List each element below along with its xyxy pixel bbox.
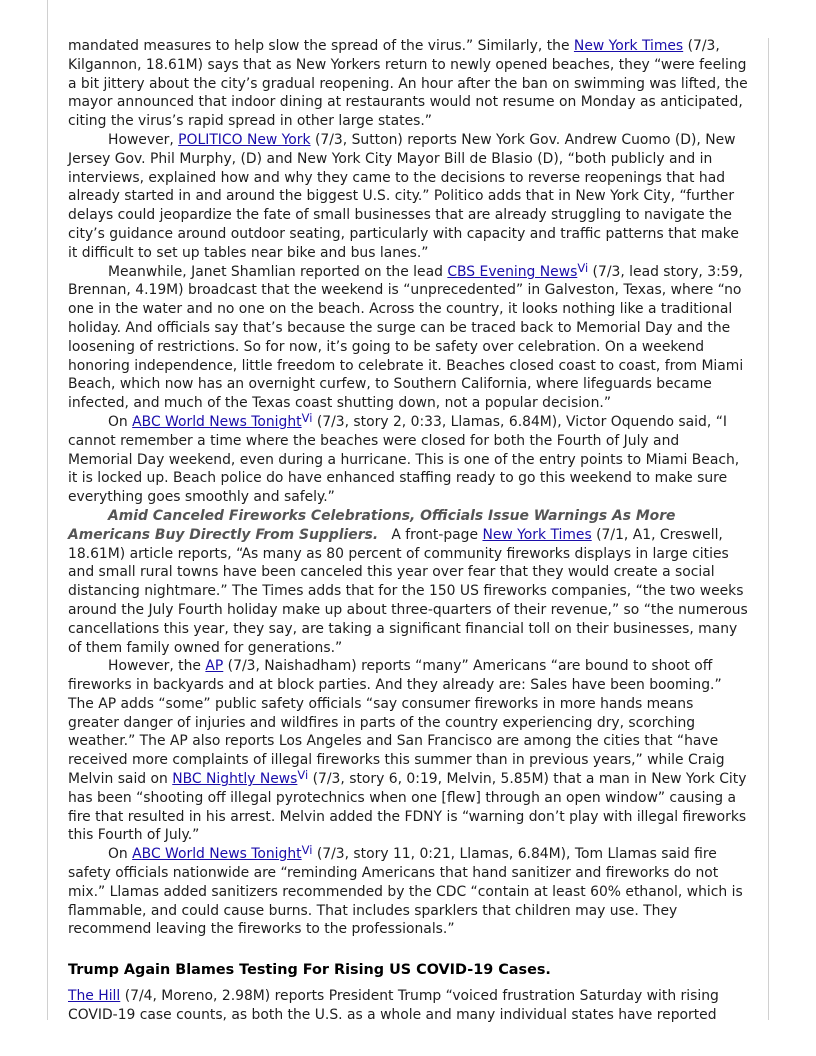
link-abc-world-news-tonight-2[interactable]: ABC World News Tonight: [132, 846, 302, 863]
page-border-right: [768, 38, 769, 1020]
link-nbc-nightly-news[interactable]: NBC Nightly News: [172, 771, 298, 788]
paragraph-politico: However, POLITICO New York (7/3, Sutton) reports New York Gov. Andrew Cuomo (D), New Jersey Gov. Phil Murphy, (D) and New York City Mayor Bill de Blasio (D), “both publicly and in interviews, explained how and why they came to the decisions to reverse reopenings that had already started in and around the biggest U.S. city.” Politico adds that in New York City, “further delays could jeopardize the fate of small businesses that are already struggling to navigate the city’s guidance around outdoor seating, particularly with capacity and traffic patterns that make it difficult to set up tables near bike and bus lanes.”: [68, 131, 739, 261]
video-icon[interactable]: Vi: [301, 843, 313, 858]
paragraph-the-hill: The Hill (7/4, Moreno, 2.98M) reports President Trump “voiced frustration Saturday with rising COVID-19 case counts, as both the U.S. as a whole and many individual states have reported: [68, 988, 719, 1024]
article-body: [68, 37, 748, 1025]
paragraph-cbs: Meanwhile, Janet Shamlian reported on the lead CBS Evening News$^{Vi}$ (7/3, lead story, 3:59, Brennan, 4.19M) broadcast that the weekend is “unprecedented” in Galveston, Texas, where “no one in the water and no one on the beach. Across the country, it looks nothing like a traditional holiday. And officials say that’s because the surge can be traced back to Memorial Day and the loosening of restrictions. So for now, it’s going to be safety over celebration. On a weekend honoring independence, little freedom to celebrate it. Beaches closed coast to coast, from Miami Beach, which now has an overnight curfew, to Southern California, where lifeguards became infected, and much of the Texas coast shutting down, not a popular decision.”: [68, 260, 744, 412]
link-new-york-times-fireworks[interactable]: New York Times: [482, 526, 592, 543]
paragraph-nyt-beaches: mandated measures to help slow the spread of the virus.” Similarly, the New York Times (7/3, Kilgannon, 18.61M) says that as New Yorkers return to newly opened beaches, they “were feeling a bit jittery about the city’s gradual reopening. An hour after the ban on swimming was lifted, the mayor announced that indoor dining at restaurants would not resume on Monday as anticipated, citing the virus’s rapid spread in other large states.”: [68, 38, 748, 130]
link-cbs-evening-news[interactable]: CBS Evening News: [447, 263, 578, 280]
link-abc-world-news-tonight[interactable]: ABC World News Tonight: [132, 413, 302, 430]
video-icon[interactable]: Vi: [301, 410, 313, 425]
link-the-hill[interactable]: The Hill: [68, 988, 121, 1005]
link-politico-new-york[interactable]: POLITICO New York: [178, 131, 311, 148]
link-ap[interactable]: AP: [205, 658, 224, 675]
link-new-york-times[interactable]: New York Times: [573, 38, 684, 54]
video-icon[interactable]: Vi: [577, 260, 589, 275]
video-icon[interactable]: Vi: [297, 768, 309, 783]
paragraph-fireworks: Amid Canceled Fireworks Celebrations, Officials Issue Warnings As More Americans Buy Directly From Suppliers. A front-page New York Times (7/1, A1, Creswell, 18.61M) article reports, “As many as 80 percent of community fireworks displays in large cities and small rural towns have been canceled this year over fear that they would create a social distancing nightmare.” The Times adds that for the 150 US fireworks companies, “the two weeks around the July Fourth holiday make up about three-quarters of their revenue,” so “the numerous cancellations this year, they say, are taking a significant financial toll on their businesses, many of them family owned for generations.”: [68, 507, 748, 656]
paragraph-abc-sanitizer: On ABC World News Tonight$^{Vi}$ (7/3, story 11, 0:21, Llamas, 6.84M), Tom Llamas said fire safety officials nationwide are “reminding Americans that hand sanitizer and fireworks do not mix.” Llamas added sanitizers recommended by the CDC “contain at least 60% ethanol, which is flammable, and could cause burns. That includes sparklers that children may use. They recommend leaving the fireworks to the professionals.”: [68, 843, 743, 938]
paragraph-ap: However, the AP (7/3, Naishadham) reports “many” Americans “are bound to shoot off fireworks in backyards and at block parties. And they already are: Sales have been booming.” The AP adds “some” public safety officials “say consumer fireworks in more hands means greater danger of injuries and wildfires in parts of the country experiencing dry, scorching weather.” The AP also reports Los Angeles and San Francisco are among the cities that “have received more complaints of illegal fireworks this summer than in previous years,” while Craig Melvin said on NBC Nightly News$^{Vi}$ (7/3, story 6, 0:19, Melvin, 5.85M) that a man in New York City has been “shooting off illegal pyrotechnics when one [flew] through an open window” causing a fire that resulted in his arrest. Melvin added the FDNY is “warning don’t play with illegal fireworks this Fourth of July.”: [68, 658, 747, 844]
section-heading: Trump Again Blames Testing For Rising US COVID-19 Cases.: [68, 962, 551, 979]
story-subhead: Amid Canceled Fireworks Celebrations, Officials Issue Warnings As More Americans Buy Directly From Suppliers.: [68, 507, 676, 543]
paragraph-abc-beaches: On ABC World News Tonight$^{Vi}$ (7/3, story 2, 0:33, Llamas, 6.84M), Victor Oquendo said, “I cannot remember a time where the beaches were closed for both the Fourth of July and Memorial Day weekend, even during a hurricane. This is one of the entry points to Miami Beach, it is locked up. Beach police do have enhanced staffing ready to go this weekend to make sure everything goes smoothly and safely.”: [68, 410, 740, 506]
page-border-left: [47, 0, 48, 1020]
